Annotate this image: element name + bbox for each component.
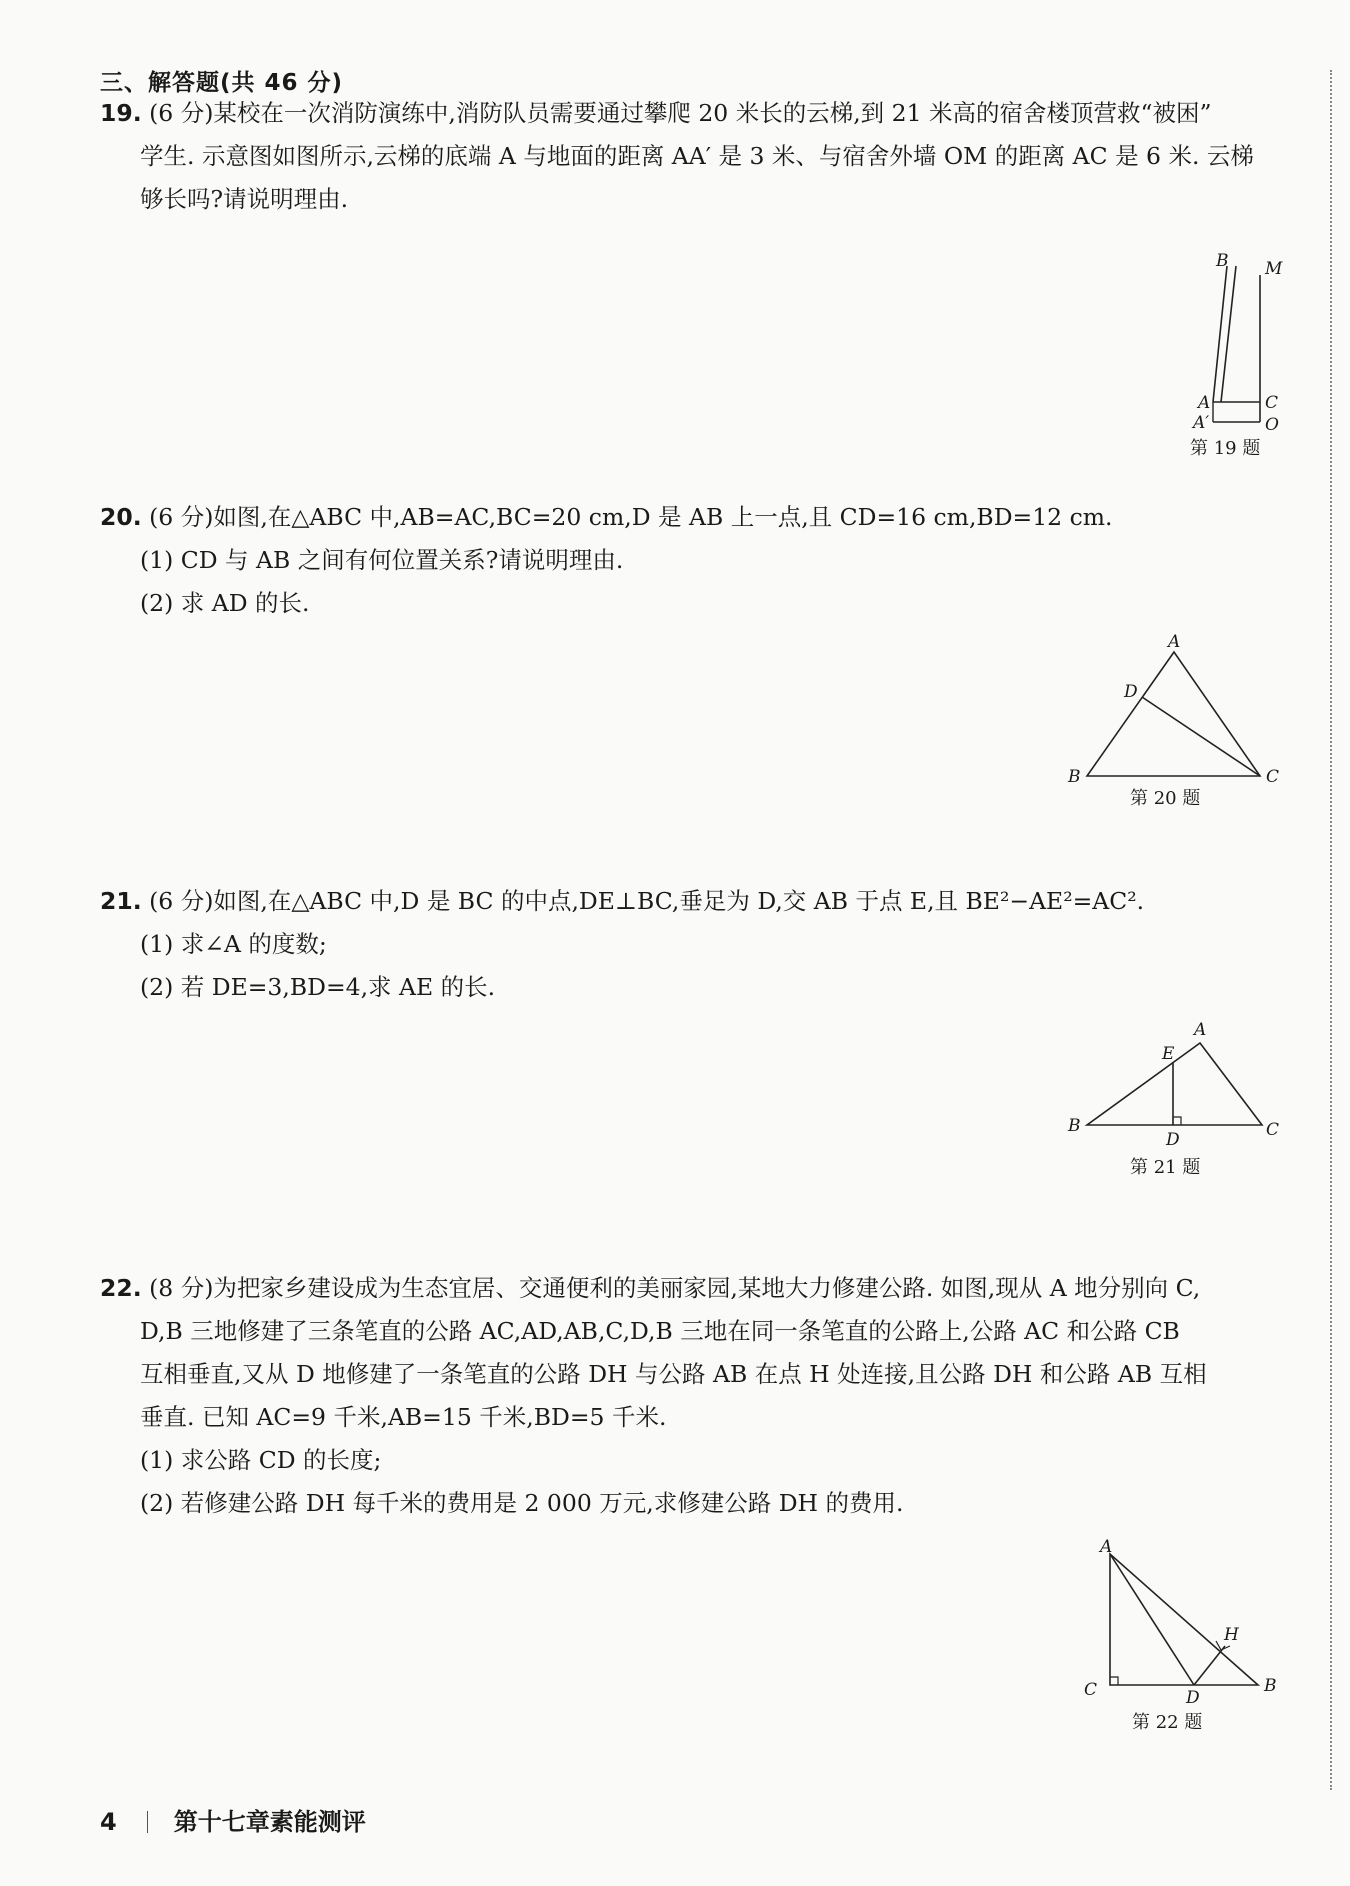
question-21 (100, 880, 1290, 1009)
question-text: (6 分)某校在一次消防演练中,消防队员需要通过攀爬 20 米长的云梯,到 21 米高的宿舍楼顶营救“被困” (149, 99, 1212, 127)
question-21-line-1 (100, 880, 1290, 923)
label-C: C (1084, 1680, 1098, 1700)
question-text: (6 分)如图,在△ABC 中,D 是 BC 的中点,DE⊥BC,垂足为 D,交 AB 于点 E,且 BE²−AE²=AC². (149, 887, 1145, 915)
label-C: C (1265, 393, 1279, 413)
question-part: (1) CD 与 AB 之间有何位置关系?请说明理由. (140, 546, 624, 574)
question-text: (6 分)如图,在△ABC 中,AB=AC,BC=20 cm,D 是 AB 上一点,且 CD=16 cm,BD=12 cm. (149, 503, 1113, 531)
question-19-line-1 (100, 92, 1290, 135)
figure-22 (1070, 1537, 1300, 1740)
triangle-diagram (1060, 1015, 1300, 1165)
label-B: B (1068, 767, 1081, 787)
question-number: 21. (100, 887, 142, 915)
question-part: (1) 求公路 CD 的长度; (140, 1446, 382, 1474)
question-number: 22. (100, 1274, 142, 1302)
label-O: O (1265, 415, 1279, 435)
figure-caption: 第 20 题 (1130, 788, 1201, 809)
question-22-line-1 (100, 1267, 1290, 1310)
label-D: D (1124, 682, 1138, 702)
label-D: D (1186, 1688, 1200, 1708)
label-A: A (1194, 1020, 1207, 1040)
question-part: (2) 求 AD 的长. (140, 589, 310, 617)
ladder-diagram (1180, 250, 1300, 440)
question-number: 20. (100, 503, 142, 531)
question-20-line-1 (100, 496, 1290, 539)
label-E: E (1162, 1044, 1175, 1064)
label-B: B (1216, 251, 1229, 271)
question-part: (2) 若 DE=3,BD=4,求 AE 的长. (140, 973, 496, 1001)
section-title: 三、解答题(共 46 分) (100, 70, 344, 96)
label-C: C (1266, 1120, 1280, 1140)
page-number: 4 (100, 1808, 117, 1836)
label-B: B (1068, 1116, 1081, 1136)
question-text: 互相垂直,又从 D 地修建了一条笔直的公路 DH 与公路 AB 在点 H 处连接,且公路 DH 和公路 AB 互相 (140, 1360, 1207, 1388)
label-M: M (1265, 259, 1283, 279)
question-part: (1) 求∠A 的度数; (140, 930, 327, 958)
question-text: D,B 三地修建了三条笔直的公路 AC,AD,AB,C,D,B 三地在同一条笔直的公路上,公路 AC 和公路 CB (140, 1317, 1180, 1345)
margin-rule (1330, 70, 1332, 1790)
triangle-diagram (1060, 632, 1300, 787)
figure-caption: 第 21 题 (1130, 1157, 1201, 1178)
label-A: A (1198, 393, 1211, 413)
chapter-title: 第十七章素能测评 (173, 1808, 366, 1836)
question-22 (100, 1267, 1290, 1525)
label-A: A (1100, 1537, 1113, 1557)
label-B: B (1264, 1676, 1277, 1696)
label-H: H (1224, 1625, 1239, 1645)
figure-21 (1060, 1015, 1300, 1190)
question-19 (100, 92, 1290, 221)
question-number: 19. (100, 99, 142, 127)
label-C: C (1266, 767, 1280, 787)
right-triangle-diagram (1070, 1537, 1300, 1710)
question-20 (100, 496, 1290, 625)
label-A-prime: A′ (1193, 413, 1210, 433)
page-footer (100, 1802, 366, 1837)
question-text: (8 分)为把家乡建设成为生态宜居、交通便利的美丽家园,某地大力修建公路. 如图,现从 A 地分别向 C, (149, 1274, 1201, 1302)
question-part: (2) 若修建公路 DH 每千米的费用是 2 000 万元,求修建公路 DH 的费用. (140, 1489, 904, 1517)
figure-20 (1060, 632, 1300, 812)
question-text: 学生. 示意图如图所示,云梯的底端 A 与地面的距离 AA′ 是 3 米、与宿舍外墙 OM 的距离 AC 是 6 米. 云梯 (140, 142, 1254, 170)
figure-19 (1180, 250, 1300, 465)
footer-divider (147, 1811, 148, 1833)
question-text: 够长吗?请说明理由. (140, 185, 349, 213)
figure-caption: 第 19 题 (1190, 438, 1261, 459)
label-A: A (1168, 632, 1181, 652)
label-D: D (1166, 1130, 1180, 1150)
figure-caption: 第 22 题 (1132, 1712, 1203, 1733)
question-text: 垂直. 已知 AC=9 千米,AB=15 千米,BD=5 千米. (140, 1403, 667, 1431)
